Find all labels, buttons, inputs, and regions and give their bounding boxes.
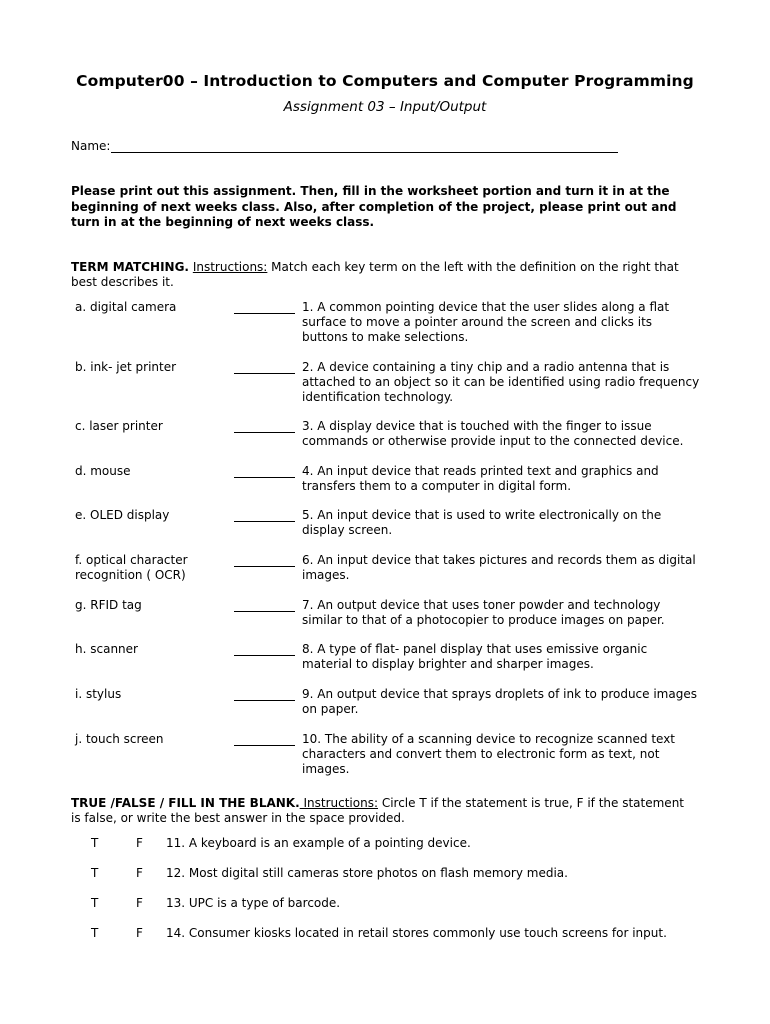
term-d: d. mouse [75, 464, 131, 478]
answer-blank-9[interactable] [234, 700, 295, 701]
question-12: 12. Most digital still cameras store photos on flash memory media. [166, 866, 568, 880]
document-title: Computer00 – Introduction to Computers and Computer Programming [76, 72, 694, 90]
term-matching-instructions-label: Instructions: [192, 260, 268, 274]
true-false-intro [71, 796, 696, 826]
question-11: 11. A keyboard is an example of a pointing device. [166, 836, 471, 850]
definition-1: 1. A common pointing device that the user slides along a flat surface to move a pointer around the screen and clicks its buttons to make selections. [302, 300, 670, 344]
definition-4: 4. An input device that reads printed text and graphics and transfers them to a computer in digital form. [302, 464, 659, 493]
term-i: i. stylus [75, 687, 122, 701]
definition-10: 10. The ability of a scanning device to recognize scanned text characters and convert them to electronic form as text, not images. [302, 732, 676, 776]
question-14: 14. Consumer kiosks located in retail stores commonly use touch screens for input. [166, 926, 667, 940]
answer-blank-4[interactable] [234, 477, 295, 478]
true-option-13[interactable]: T [91, 896, 99, 910]
true-option-14[interactable]: T [91, 926, 99, 940]
true-false-instructions-text: Circle T if the statement is true, F if the statement is false, or write the best answer in the space provided. [71, 796, 684, 825]
false-option-14[interactable]: F [136, 926, 143, 940]
name-field[interactable] [111, 152, 618, 153]
term-matching-instructions-text: Match each key term on the left with the definition on the right that best describes it. [71, 260, 679, 289]
false-option-11[interactable]: F [136, 836, 143, 850]
term-g: g. RFID tag [75, 598, 142, 612]
term-matching-intro [71, 260, 696, 290]
term-j: j. touch screen [75, 732, 164, 746]
definition-3: 3. A display device that is touched with the finger to issue commands or otherwise provide input to the connected device. [302, 419, 684, 448]
document-subtitle: Assignment 03 – Input/Output [283, 99, 487, 115]
true-option-11[interactable]: T [91, 836, 99, 850]
term-e: e. OLED display [75, 508, 170, 522]
term-a: a. digital camera [75, 300, 177, 314]
definition-7: 7. An output device that uses toner powder and technology similar to that of a photocopier to produce images on paper. [302, 598, 665, 627]
definition-5: 5. An input device that is used to write electronically on the display screen. [302, 508, 662, 537]
term-matching-heading: TERM MATCHING. [71, 260, 189, 274]
true-false-heading: TRUE /FALSE / FILL IN THE BLANK. [71, 796, 300, 810]
definition-2: 2. A device containing a tiny chip and a radio antenna that is attached to an object so it can be identified using radio frequency identification technology. [302, 360, 700, 404]
print-instructions: Please print out this assignment. Then, fill in the worksheet portion and turn it in at the beginning of next weeks class. Also, after completion of the project, please print out and turn in at the beginning of next weeks class. [71, 184, 677, 229]
name-label: Name: [71, 139, 111, 153]
answer-blank-8[interactable] [234, 655, 295, 656]
question-13: 13. UPC is a type of barcode. [166, 896, 341, 910]
definition-6: 6. An input device that takes pictures and records them as digital images. [302, 553, 696, 582]
term-h: h. scanner [75, 642, 138, 656]
true-option-12[interactable]: T [91, 866, 99, 880]
term-c: c. laser printer [75, 419, 163, 433]
answer-blank-10[interactable] [234, 745, 295, 746]
definition-9: 9. An output device that sprays droplets of ink to produce images on paper. [302, 687, 697, 716]
answer-blank-3[interactable] [234, 432, 295, 433]
answer-blank-1[interactable] [234, 313, 295, 314]
answer-blank-5[interactable] [234, 521, 295, 522]
term-f: f. optical character recognition ( OCR) [75, 553, 188, 582]
answer-blank-6[interactable] [234, 566, 295, 567]
answer-blank-2[interactable] [234, 373, 295, 374]
true-false-instructions-label: Instructions: [299, 796, 379, 810]
term-b: b. ink- jet printer [75, 360, 177, 374]
false-option-13[interactable]: F [136, 896, 143, 910]
false-option-12[interactable]: F [136, 866, 143, 880]
answer-blank-7[interactable] [234, 611, 295, 612]
definition-8: 8. A type of flat- panel display that uses emissive organic material to display brighter and sharper images. [302, 642, 648, 671]
